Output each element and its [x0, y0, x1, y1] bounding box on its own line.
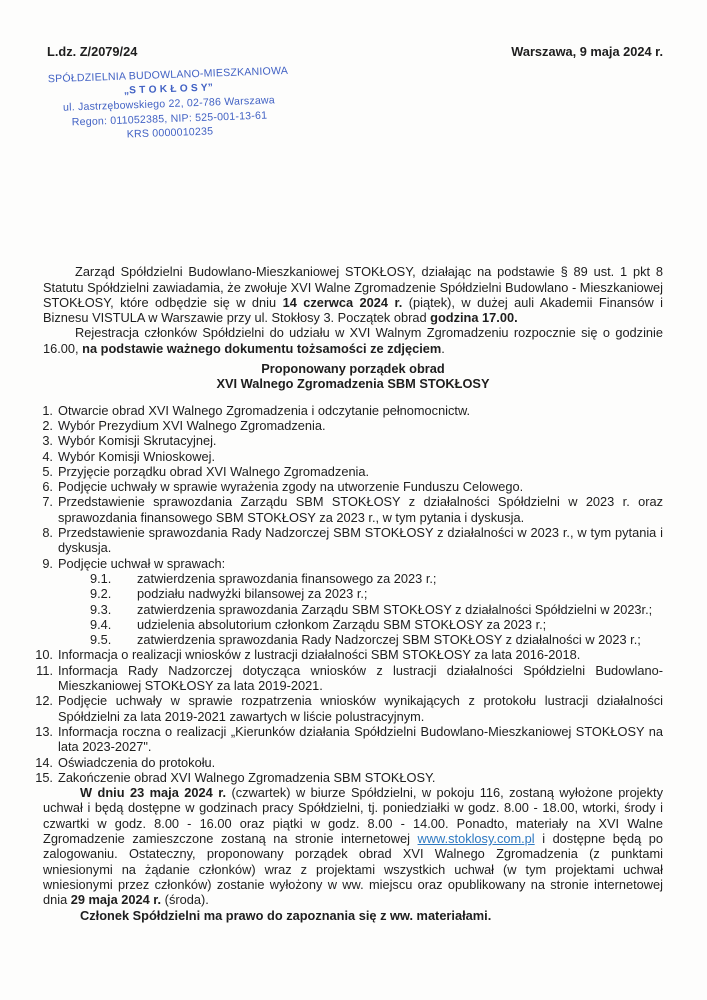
intro-paragraph-2 — [43, 325, 663, 356]
agenda-item — [35, 479, 663, 494]
agenda-item-number: 5. — [42, 463, 53, 479]
agenda-subitem-number: 9.4. — [90, 616, 112, 632]
agenda-subitem-number: 9.3. — [90, 601, 112, 617]
intro-paragraph-1 — [43, 264, 663, 325]
bold-text: 29 maja 2024 r. — [70, 892, 162, 908]
agenda-item-text: Podjęcie uchwały w sprawie wyrażenia zgody na utworzenie Funduszu Celowego. — [58, 479, 524, 495]
agenda-subitem-text: udzielenia absolutorium członkom Zarządu SBM STOKŁOSY za 2023 r.; — [137, 616, 547, 632]
agenda-item-text: Zakończenie obrad XVI Walnego Zgromadzenia SBM STOKŁOSY. — [58, 769, 436, 785]
org-stamp — [18, 63, 320, 146]
text-segment: . — [441, 340, 445, 356]
text-segment: (piątek), w dużej auli Akademii Finansów i Biznesu VISTULA w Warszawie przy ul. Stokłosy 3. Początek obrad — [43, 294, 664, 326]
reference-number: L.dz. Z/2079/24 — [47, 44, 138, 59]
bold-text: 14 czerwca 2024 r. — [282, 294, 403, 310]
agenda-subitem — [90, 571, 663, 586]
agenda-item-text: Podjęcie uchwał w sprawach: — [58, 555, 226, 571]
agenda-item — [35, 403, 663, 418]
agenda-item — [35, 464, 663, 479]
agenda-item — [35, 418, 663, 433]
agenda-item-text: Informacja Rady Nadzorczej dotycząca wniosków z lustracji działalności Spółdzielni Budowlano-Mieszkaniowej STOKŁOSY za lata 2019-2021. — [58, 662, 663, 694]
text-segment: Zarząd Spółdzielni Budowlano-Mieszkaniowej STOKŁOSY, działając na podstawie § 89 ust. 1 pkt 8 Statutu Spółdzielni zawiadamia, że zwołuje XVI Walne Zgromadzenie Spółdzielni Budowlano - Mieszkaniowej STOKŁOSY, które odbędzie się w dniu — [43, 264, 663, 310]
bold-text: W dniu 23 maja 2024 r. — [80, 785, 227, 801]
agenda-item — [35, 755, 663, 770]
agenda-item-text: Przedstawienie sprawozdania Zarządu SBM STOKŁOSY z działalności Spółdzielni w 2023 r. oraz sprawozdania finansowego SBM STOKŁOSY za 2023 r., w tym pytania i dyskusja. — [58, 494, 663, 525]
agenda-item-number: 4. — [42, 448, 53, 464]
agenda-subitem — [90, 602, 663, 617]
agenda-subitem-text: podziału nadwyżki bilansowej za 2023 r.; — [137, 586, 368, 602]
stamp-line-2: „S T O K Ł O S Y” — [123, 82, 214, 97]
closing-paragraph — [43, 785, 663, 907]
agenda-item-text: Informacja roczna o realizacji „Kierunków działania Spółdzielni Budowlano-Mieszkaniowej STOKŁOSY na lata 2023-2027". — [58, 723, 663, 755]
text-segment: Rejestracja członków Spółdzielni do udziału w XVI Walnym Zgromadzeniu rozpocznie się o godzinie 16.00, — [43, 325, 663, 356]
agenda-item — [35, 494, 663, 525]
agenda-item-number: 10. — [35, 647, 53, 663]
agenda-item — [35, 724, 663, 755]
agenda-item-number: 11. — [36, 662, 53, 678]
agenda-subitem-number: 9.5. — [90, 632, 112, 648]
agenda-item-number: 13. — [35, 723, 53, 739]
agenda-item-text: Wybór Komisji Wnioskowej. — [58, 448, 216, 464]
agenda-item — [35, 647, 663, 662]
agenda-subitem-text: zatwierdzenia sprawozdania Zarządu SBM STOKŁOSY z działalności Spółdzielni w 2023r.; — [137, 601, 653, 617]
agenda-item — [35, 693, 663, 724]
document-header — [43, 44, 663, 59]
agenda-item-number: 7. — [42, 494, 53, 510]
agenda-item-text: Wybór Komisji Skrutacyjnej. — [58, 433, 217, 449]
agenda-item-number: 1. — [42, 402, 53, 418]
agenda-item-text: Przedstawienie sprawozdania Rady Nadzorczej SBM STOKŁOSY z działalności w 2023 r., w tym pytania i dyskusja. — [58, 525, 663, 556]
agenda-item-text: Przyjęcie porządku obrad XVI Walnego Zgromadzenia. — [58, 463, 370, 479]
agenda-item-text: Otwarcie obrad XVI Walnego Zgromadzenia i odczytanie pełnomocnictw. — [58, 402, 471, 418]
agenda-item — [35, 663, 663, 694]
agenda-item-number: 6. — [42, 479, 53, 495]
agenda-item — [35, 770, 663, 785]
agenda-item-text: Wybór Prezydium XVI Walnego Zgromadzenia. — [58, 417, 326, 433]
stamp-line-5: KRS 0000010235 — [126, 125, 214, 141]
agenda-list — [35, 403, 663, 785]
place-date-line: Warszawa, 9 maja 2024 r. — [511, 44, 663, 59]
agenda-item-number: 8. — [42, 525, 53, 541]
bold-text: godzina 17.00. — [430, 310, 518, 326]
agenda-item-number: 12. — [35, 693, 53, 709]
agenda-item — [35, 433, 663, 448]
agenda-heading-line2: XVI Walnego Zgromadzenia SBM STOKŁOSY — [216, 376, 490, 392]
text-segment: (środa). — [161, 892, 209, 908]
agenda-heading-line1: Proponowany porządek obrad — [261, 361, 445, 377]
agenda-item-text: Informacja o realizacji wniosków z lustracji działalności SBM STOKŁOSY za lata 2016-2018. — [58, 647, 581, 663]
agenda-item-number: 14. — [35, 754, 53, 770]
agenda-item-number: 9. — [42, 555, 53, 571]
agenda-subitem-text: zatwierdzenia sprawozdania Rady Nadzorczej SBM STOKŁOSY z działalności w 2023 r.; — [137, 632, 641, 648]
text-segment: i dostępne będą po zalogowaniu. Ostateczny, proponowany porządek obrad XVI Walnego Zgromadzenia (z punktami wniesionymi na żądanie członków) wraz z projektami wszystkich uchwał (w tym projektami uchwał wniesionymi przez członków) zostanie wyłożony w ww. miejscu oraz opublikowany na stronie internetowej dnia — [43, 830, 663, 908]
stamp-line-4: Regon: 011052385, NIP: 525-001-13-61 — [71, 109, 268, 129]
document-body — [35, 264, 664, 924]
stamp-line-1: SPÓŁDZIELNIA BUDOWLANO-MIESZKANIOWA — [47, 64, 289, 86]
agenda-item-number: 2. — [42, 417, 53, 433]
agenda-item-text: Podjęcie uchwały w sprawie rozpatrzenia wniosków wynikających z protokołu lustracji działalności Spółdzielni za lata 2019-2021 zawartych w liście polustracyjnym. — [58, 693, 663, 724]
agenda-item-number: 15. — [35, 769, 53, 785]
agenda-item-text: Oświadczenia do protokołu. — [58, 754, 216, 770]
agenda-subitem-number: 9.2. — [90, 586, 112, 602]
website-link[interactable]: www.stoklosy.com.pl — [417, 830, 535, 846]
final-note: Członek Spółdzielni ma prawo do zapoznania się z ww. materiałami. — [80, 908, 492, 924]
text-segment: (czwartek) w biurze Spółdzielni, w pokoju 116, zostaną wyłożone projekty uchwał i będą dostępne w godzinach pracy Spółdzielni, tj. poniedziałki w godz. 8.00 - 18.00, wtorki, środy i czwartki w godz. 8.00 - 16.00 oraz piątki w godz. 8.00 - 14.00. Ponadto, materiały na XVI Walne Zgromadzenie zamieszczone zostaną na stronie internetowej — [43, 785, 663, 846]
agenda-item-number: 3. — [42, 433, 53, 449]
agenda-subitem-text: zatwierdzenia sprawozdania finansowego za 2023 r.; — [137, 570, 437, 586]
agenda-subitem — [90, 617, 663, 632]
stamp-line-3: ul. Jastrzębowskiego 22, 02-786 Warszawa — [62, 94, 276, 114]
agenda-subitem — [90, 586, 663, 601]
agenda-heading — [43, 361, 663, 392]
agenda-subitem-number: 9.1. — [90, 570, 112, 586]
agenda-subitem — [90, 632, 663, 647]
agenda-item — [35, 525, 663, 556]
agenda-item — [35, 556, 663, 571]
bold-text: na podstawie ważnego dokumentu tożsamości ze zdjęciem — [82, 340, 442, 356]
agenda-item — [35, 449, 663, 464]
